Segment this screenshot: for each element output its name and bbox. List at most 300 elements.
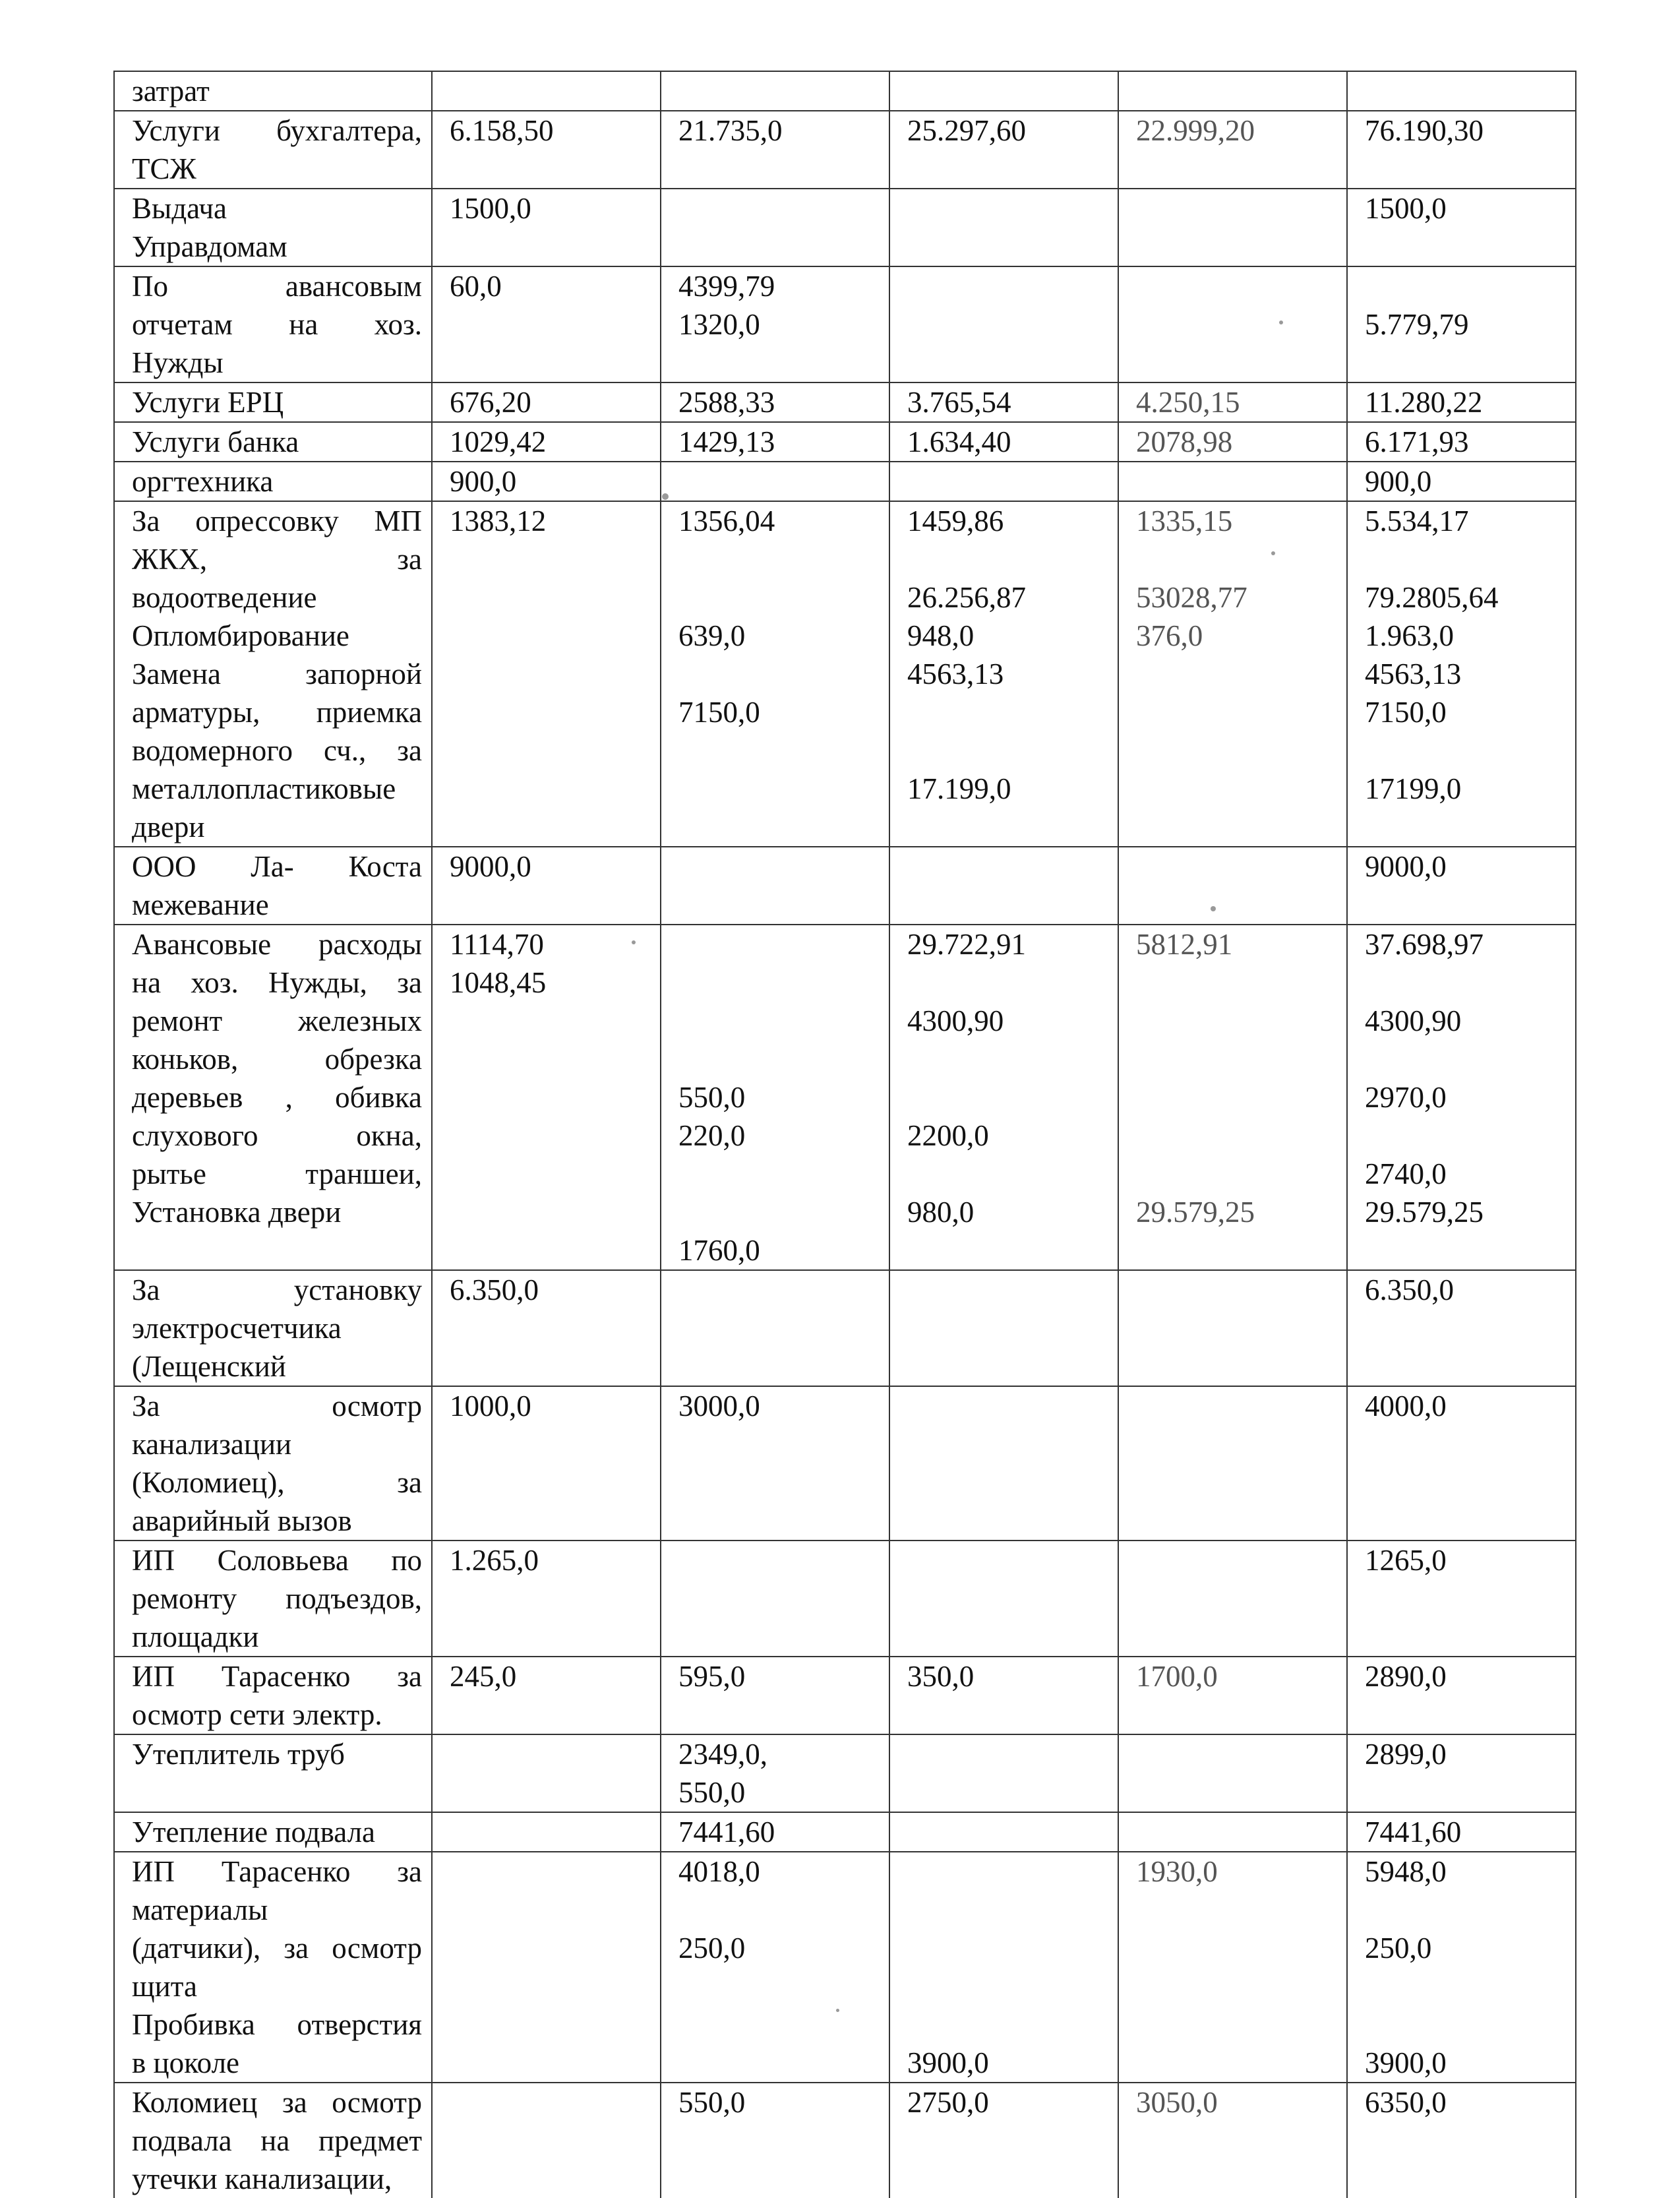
value-cell bbox=[432, 1852, 661, 2083]
cell-value bbox=[1119, 540, 1346, 578]
value-cell bbox=[432, 501, 661, 847]
value-cell bbox=[661, 1386, 889, 1541]
table-row bbox=[114, 925, 1576, 1270]
row-label-cell bbox=[114, 847, 432, 925]
cell-value: 1356,04 bbox=[678, 504, 775, 537]
row-label-line: Услуги бухгалтера, bbox=[132, 114, 422, 147]
row-label-line: (Коломиец), за bbox=[132, 1466, 422, 1499]
value-cell bbox=[889, 1657, 1118, 1734]
cell-value bbox=[1119, 1002, 1346, 1040]
cell-value: 25.297,60 bbox=[907, 114, 1026, 147]
cell-value: 79.2805,64 bbox=[1365, 581, 1499, 614]
value-cell bbox=[1118, 382, 1347, 422]
table-row bbox=[114, 422, 1576, 462]
row-label-line: ТСЖ bbox=[132, 152, 196, 185]
row-label-line: ремонту подъездов, bbox=[132, 1582, 422, 1615]
row-label-line: Услуги банка bbox=[132, 425, 299, 458]
row-label-cell bbox=[114, 111, 432, 189]
cell-value bbox=[1119, 1116, 1346, 1155]
row-label-line: Замена запорной bbox=[132, 657, 422, 690]
value-cell bbox=[432, 1734, 661, 1812]
row-label-line: оргтехника bbox=[132, 465, 274, 498]
cell-value bbox=[890, 963, 1118, 1002]
cell-value: 7441,60 bbox=[678, 1816, 775, 1848]
value-cell bbox=[1118, 189, 1347, 266]
cell-value: 2588,33 bbox=[678, 386, 775, 419]
cell-value: 595,0 bbox=[678, 1660, 746, 1693]
value-cell bbox=[889, 111, 1118, 189]
cell-value bbox=[1348, 731, 1575, 770]
cell-value: 1383,12 bbox=[450, 504, 547, 537]
cell-value: 1265,0 bbox=[1365, 1544, 1447, 1577]
value-cell bbox=[432, 1657, 661, 1734]
cell-value: 1114,70 bbox=[450, 928, 544, 961]
row-label-line: водомерного сч., за bbox=[132, 734, 422, 767]
cell-value: 900,0 bbox=[1365, 465, 1432, 498]
cell-value: 1.634,40 bbox=[907, 425, 1011, 458]
row-label-cell bbox=[114, 1734, 432, 1812]
value-cell bbox=[1347, 847, 1576, 925]
value-cell bbox=[1347, 2083, 1576, 2198]
value-cell bbox=[661, 2083, 889, 2198]
cell-value: 1760,0 bbox=[678, 1234, 760, 1267]
value-cell bbox=[889, 501, 1118, 847]
value-cell bbox=[1347, 462, 1576, 501]
cell-value bbox=[661, 1193, 889, 1231]
cell-value: 1.265,0 bbox=[450, 1544, 539, 1577]
cell-value: 6.350,0 bbox=[450, 1273, 539, 1306]
row-label-cell bbox=[114, 1812, 432, 1852]
row-label-line: площадки bbox=[132, 1620, 259, 1653]
row-label-line: Выдача bbox=[132, 192, 227, 225]
cell-value: 900,0 bbox=[450, 465, 517, 498]
cell-value: 6350,0 bbox=[1365, 2086, 1447, 2119]
value-cell bbox=[1118, 1386, 1347, 1541]
value-cell bbox=[661, 1812, 889, 1852]
row-label-cell bbox=[114, 1852, 432, 2083]
row-label-line: Услуги ЕРЦ bbox=[132, 386, 284, 419]
cell-value: 948,0 bbox=[907, 619, 975, 652]
cell-value: 5948,0 bbox=[1365, 1855, 1447, 1888]
row-label-line: ИП Соловьева по bbox=[132, 1544, 422, 1577]
cell-value bbox=[1348, 1040, 1575, 1078]
cell-value: 1429,13 bbox=[678, 425, 775, 458]
row-label-line: материалы bbox=[132, 1893, 268, 1926]
row-label-cell bbox=[114, 1270, 432, 1386]
cell-value bbox=[661, 1002, 889, 1040]
value-cell bbox=[1347, 1270, 1576, 1386]
table-row bbox=[114, 1270, 1576, 1386]
value-cell bbox=[661, 266, 889, 382]
cell-value: 3000,0 bbox=[678, 1389, 760, 1422]
cell-value: 7150,0 bbox=[1365, 696, 1447, 729]
value-cell bbox=[1118, 1734, 1347, 1812]
cell-value: 6.350,0 bbox=[1365, 1273, 1454, 1306]
row-label-cell bbox=[114, 422, 432, 462]
cell-value: 1000,0 bbox=[450, 1389, 531, 1422]
row-label-line: ремонт железных bbox=[132, 1004, 422, 1037]
value-cell bbox=[432, 1386, 661, 1541]
row-label-line: рытье траншеи, bbox=[132, 1157, 422, 1190]
cell-value bbox=[890, 1967, 1118, 2005]
cell-value: 1320,0 bbox=[678, 308, 760, 341]
table-row bbox=[114, 382, 1576, 422]
value-cell bbox=[1347, 1734, 1576, 1812]
value-cell bbox=[889, 382, 1118, 422]
row-label-line: осмотр сети электр. bbox=[132, 1698, 382, 1731]
cell-value: 3050,0 bbox=[1136, 2086, 1218, 2119]
cell-value bbox=[890, 1929, 1118, 1967]
row-label-line: затрат bbox=[132, 75, 210, 107]
value-cell bbox=[1118, 1541, 1347, 1657]
value-cell bbox=[432, 1541, 661, 1657]
row-label-line: деревьев , обивка bbox=[132, 1081, 422, 1114]
cell-value bbox=[1348, 1891, 1575, 1929]
value-cell bbox=[1118, 925, 1347, 1270]
value-cell bbox=[661, 382, 889, 422]
cell-value bbox=[1348, 1116, 1575, 1155]
cell-value: 60,0 bbox=[450, 270, 502, 303]
row-label-cell bbox=[114, 1657, 432, 1734]
value-cell bbox=[889, 266, 1118, 382]
row-label-line: металлопластиковые bbox=[132, 772, 396, 805]
cell-value: 26.256,87 bbox=[907, 581, 1026, 614]
value-cell bbox=[889, 71, 1118, 111]
cell-value bbox=[890, 731, 1118, 770]
cell-value: 76.190,30 bbox=[1365, 114, 1484, 147]
value-cell bbox=[889, 1812, 1118, 1852]
row-label-line: утечки канализации, bbox=[132, 2162, 392, 2195]
cell-value: 4300,90 bbox=[1365, 1004, 1462, 1037]
cell-value bbox=[661, 655, 889, 693]
table-row bbox=[114, 847, 1576, 925]
value-cell bbox=[432, 189, 661, 266]
value-cell bbox=[432, 462, 661, 501]
cell-value bbox=[890, 1852, 1118, 1891]
cell-value: 550,0 bbox=[678, 2086, 746, 2119]
row-label-line: подвала на предмет bbox=[132, 2124, 422, 2157]
row-label-line: в цоколе bbox=[132, 2046, 239, 2079]
row-label-line: канализации bbox=[132, 1428, 292, 1461]
row-label-line: Утеплитель труб bbox=[132, 1738, 345, 1771]
row-label-line: Пробивка отверстия bbox=[132, 2008, 422, 2041]
cell-value: 1930,0 bbox=[1136, 1855, 1218, 1888]
value-cell bbox=[1347, 1541, 1576, 1657]
row-label-line: отчетам на хоз. bbox=[132, 308, 422, 341]
table-row bbox=[114, 2083, 1576, 2198]
row-label-line: двери bbox=[132, 810, 205, 843]
cell-value bbox=[890, 1040, 1118, 1078]
value-cell bbox=[661, 1734, 889, 1812]
cell-value: 2899,0 bbox=[1365, 1738, 1447, 1771]
cell-value bbox=[661, 578, 889, 617]
row-label-line: Нужды bbox=[132, 346, 224, 379]
value-cell bbox=[889, 2083, 1118, 2198]
table-row bbox=[114, 1812, 1576, 1852]
value-cell bbox=[661, 189, 889, 266]
value-cell bbox=[432, 1270, 661, 1386]
cell-value: 350,0 bbox=[907, 1660, 975, 1693]
value-cell bbox=[661, 422, 889, 462]
value-cell bbox=[432, 71, 661, 111]
cell-value: 22.999,20 bbox=[1136, 114, 1255, 147]
value-cell bbox=[889, 847, 1118, 925]
value-cell bbox=[889, 1734, 1118, 1812]
row-label-line: Коломиец за осмотр bbox=[132, 2086, 422, 2119]
value-cell bbox=[661, 462, 889, 501]
table-row bbox=[114, 266, 1576, 382]
value-cell bbox=[661, 847, 889, 925]
value-cell bbox=[432, 382, 661, 422]
value-cell bbox=[1118, 1852, 1347, 2083]
cell-value: 4300,90 bbox=[907, 1004, 1004, 1037]
table-row bbox=[114, 501, 1576, 847]
cell-value: 1.963,0 bbox=[1365, 619, 1454, 652]
row-label-cell bbox=[114, 266, 432, 382]
cell-value: 2740,0 bbox=[1365, 1157, 1447, 1190]
cell-value bbox=[1348, 1967, 1575, 2005]
value-cell bbox=[432, 111, 661, 189]
value-cell bbox=[1347, 422, 1576, 462]
value-cell bbox=[1347, 189, 1576, 266]
value-cell bbox=[661, 1541, 889, 1657]
value-cell bbox=[432, 847, 661, 925]
value-cell bbox=[889, 1386, 1118, 1541]
cell-value: 250,0 bbox=[1365, 1932, 1432, 1965]
cell-value bbox=[890, 540, 1118, 578]
table-row bbox=[114, 1386, 1576, 1541]
cell-value: 2750,0 bbox=[907, 2086, 989, 2119]
cell-value: 3.765,54 bbox=[907, 386, 1011, 419]
row-label-line: По авансовым bbox=[132, 270, 422, 303]
value-cell bbox=[1118, 1657, 1347, 1734]
row-label-line: ИП Тарасенко за bbox=[132, 1855, 422, 1888]
cell-value: 6.171,93 bbox=[1365, 425, 1469, 458]
row-label-line: щита bbox=[132, 1970, 197, 2003]
cell-value bbox=[890, 1155, 1118, 1193]
row-label-cell bbox=[114, 1541, 432, 1657]
value-cell bbox=[889, 1270, 1118, 1386]
cell-value bbox=[661, 963, 889, 1002]
cell-value: 2078,98 bbox=[1136, 425, 1233, 458]
table-row bbox=[114, 71, 1576, 111]
cell-value: 245,0 bbox=[450, 1660, 517, 1693]
value-cell bbox=[432, 2083, 661, 2198]
cell-value bbox=[1119, 1078, 1346, 1116]
row-label-line: ЖКХ, за bbox=[132, 543, 422, 576]
table-row bbox=[114, 1852, 1576, 2083]
cell-value: 2970,0 bbox=[1365, 1081, 1447, 1114]
cell-value bbox=[1119, 1040, 1346, 1078]
cell-value: 5.779,79 bbox=[1365, 308, 1469, 341]
cell-value: 1335,15 bbox=[1136, 504, 1233, 537]
value-cell bbox=[1118, 266, 1347, 382]
value-cell bbox=[1347, 111, 1576, 189]
value-cell bbox=[1118, 847, 1347, 925]
cell-value bbox=[661, 1155, 889, 1193]
cell-value: 4018,0 bbox=[678, 1855, 760, 1888]
value-cell bbox=[432, 925, 661, 1270]
value-cell bbox=[1118, 2083, 1347, 2198]
row-label-line: (датчики), за осмотр bbox=[132, 1932, 422, 1965]
cell-value: 250,0 bbox=[678, 1932, 746, 1965]
table-row bbox=[114, 1657, 1576, 1734]
cell-value: 1048,45 bbox=[450, 966, 547, 999]
cell-value: 7150,0 bbox=[678, 696, 760, 729]
cell-value bbox=[1348, 2005, 1575, 2044]
cell-value: 980,0 bbox=[907, 1196, 975, 1229]
cell-value: 1700,0 bbox=[1136, 1660, 1218, 1693]
cell-value: 29.722,91 bbox=[907, 928, 1026, 961]
cell-value: 4.250,15 bbox=[1136, 386, 1240, 419]
cell-value: 29.579,25 bbox=[1365, 1196, 1484, 1229]
value-cell bbox=[432, 1812, 661, 1852]
row-label-cell bbox=[114, 462, 432, 501]
row-label-line: Опломбирование bbox=[132, 619, 349, 652]
row-label-cell bbox=[114, 189, 432, 266]
cell-value: 4563,13 bbox=[907, 657, 1004, 690]
value-cell bbox=[1347, 1657, 1576, 1734]
cell-value: 5812,91 bbox=[1136, 928, 1233, 961]
cell-value: 29.579,25 bbox=[1136, 1196, 1255, 1229]
cell-value bbox=[1348, 267, 1575, 305]
value-cell bbox=[1347, 925, 1576, 1270]
cell-value: 37.698,97 bbox=[1365, 928, 1484, 961]
value-cell bbox=[889, 925, 1118, 1270]
row-label-cell bbox=[114, 1386, 432, 1541]
cell-value bbox=[1119, 1155, 1346, 1193]
cell-value: 6.158,50 bbox=[450, 114, 554, 147]
cell-value: 1029,42 bbox=[450, 425, 547, 458]
row-label-cell bbox=[114, 925, 432, 1270]
cell-value bbox=[661, 925, 889, 963]
cell-value: 2200,0 bbox=[907, 1119, 989, 1152]
value-cell bbox=[1118, 71, 1347, 111]
cell-value: 7441,60 bbox=[1365, 1816, 1462, 1848]
cell-value bbox=[661, 1891, 889, 1929]
value-cell bbox=[1118, 111, 1347, 189]
cell-value: 1500,0 bbox=[450, 192, 531, 225]
cell-value: 21.735,0 bbox=[678, 114, 783, 147]
row-label-cell bbox=[114, 382, 432, 422]
row-label-line: водоотведение bbox=[132, 581, 317, 614]
value-cell bbox=[889, 422, 1118, 462]
row-label-line: электросчетчика bbox=[132, 1312, 342, 1345]
cell-value bbox=[661, 1040, 889, 1078]
cell-value bbox=[1119, 963, 1346, 1002]
value-cell bbox=[889, 189, 1118, 266]
row-label-line: коньков, обрезка bbox=[132, 1043, 422, 1076]
table-row bbox=[114, 1541, 1576, 1657]
value-cell bbox=[1347, 71, 1576, 111]
table-row bbox=[114, 1734, 1576, 1812]
value-cell bbox=[1347, 1812, 1576, 1852]
value-cell bbox=[661, 1270, 889, 1386]
cell-value: 220,0 bbox=[678, 1119, 746, 1152]
value-cell bbox=[889, 462, 1118, 501]
value-cell bbox=[1118, 422, 1347, 462]
cell-value: 4399,79 bbox=[678, 270, 775, 303]
cell-value: 4563,13 bbox=[1365, 657, 1462, 690]
cell-value bbox=[1348, 540, 1575, 578]
row-label-line: Установка двери bbox=[132, 1196, 342, 1229]
value-cell bbox=[1347, 1852, 1576, 2083]
value-cell bbox=[889, 1852, 1118, 2083]
cell-value: 550,0 bbox=[678, 1081, 746, 1114]
cell-value bbox=[890, 1078, 1118, 1116]
cell-value: 11.280,22 bbox=[1365, 386, 1483, 419]
value-cell bbox=[661, 111, 889, 189]
cell-value: 550,0 bbox=[678, 1776, 746, 1809]
cell-value: 2349,0, bbox=[678, 1738, 767, 1771]
row-label-line: ИП Тарасенко за bbox=[132, 1660, 422, 1693]
row-label-line: межевание bbox=[132, 888, 269, 921]
row-label-cell bbox=[114, 71, 432, 111]
value-cell bbox=[432, 266, 661, 382]
row-label-line: слухового окна, bbox=[132, 1119, 422, 1152]
cell-value: 17.199,0 bbox=[907, 772, 1011, 805]
value-cell bbox=[1118, 1812, 1347, 1852]
row-label-line: Утепление подвала bbox=[132, 1816, 376, 1848]
table-row bbox=[114, 111, 1576, 189]
row-label-cell bbox=[114, 501, 432, 847]
cell-value: 9000,0 bbox=[1365, 850, 1447, 883]
row-label-line: За осмотр bbox=[132, 1389, 422, 1422]
value-cell bbox=[1347, 1386, 1576, 1541]
value-cell bbox=[661, 1852, 889, 2083]
cell-value bbox=[890, 2005, 1118, 2044]
cell-value bbox=[661, 540, 889, 578]
value-cell bbox=[432, 422, 661, 462]
value-cell bbox=[1347, 501, 1576, 847]
cell-value: 676,20 bbox=[450, 386, 531, 419]
value-cell bbox=[1118, 462, 1347, 501]
row-label-line: Авансовые расходы bbox=[132, 928, 422, 961]
row-label-cell bbox=[114, 2083, 432, 2198]
expense-table bbox=[113, 71, 1576, 2198]
cell-value: 376,0 bbox=[1136, 619, 1203, 652]
cell-value bbox=[890, 1891, 1118, 1929]
cell-value: 639,0 bbox=[678, 619, 746, 652]
cell-value bbox=[890, 693, 1118, 731]
row-label-line: ООО Ла- Коста bbox=[132, 850, 422, 883]
cell-value bbox=[1348, 963, 1575, 1002]
value-cell bbox=[1347, 382, 1576, 422]
row-label-line: За установку bbox=[132, 1273, 422, 1306]
cell-value: 3900,0 bbox=[907, 2046, 989, 2079]
row-label-line: (Лещенский bbox=[132, 1350, 286, 1383]
value-cell bbox=[661, 925, 889, 1270]
row-label-line: За опрессовку МП bbox=[132, 504, 422, 537]
cell-value: 17199,0 bbox=[1365, 772, 1462, 805]
row-label-line: Управдомам bbox=[132, 230, 287, 263]
value-cell bbox=[1347, 266, 1576, 382]
row-label-line: на хоз. Нужды, за bbox=[132, 966, 422, 999]
value-cell bbox=[661, 71, 889, 111]
value-cell bbox=[661, 1657, 889, 1734]
cell-value: 2890,0 bbox=[1365, 1660, 1447, 1693]
cell-value: 1500,0 bbox=[1365, 192, 1447, 225]
cell-value: 4000,0 bbox=[1365, 1389, 1447, 1422]
cell-value: 3900,0 bbox=[1365, 2046, 1447, 2079]
value-cell bbox=[661, 501, 889, 847]
row-label-line: аварийный вызов bbox=[132, 1504, 352, 1537]
row-label-line: арматуры, приемка bbox=[132, 696, 422, 729]
cell-value: 53028,77 bbox=[1136, 581, 1247, 614]
cell-value: 1459,86 bbox=[907, 504, 1004, 537]
table-row bbox=[114, 462, 1576, 501]
table-row bbox=[114, 189, 1576, 266]
